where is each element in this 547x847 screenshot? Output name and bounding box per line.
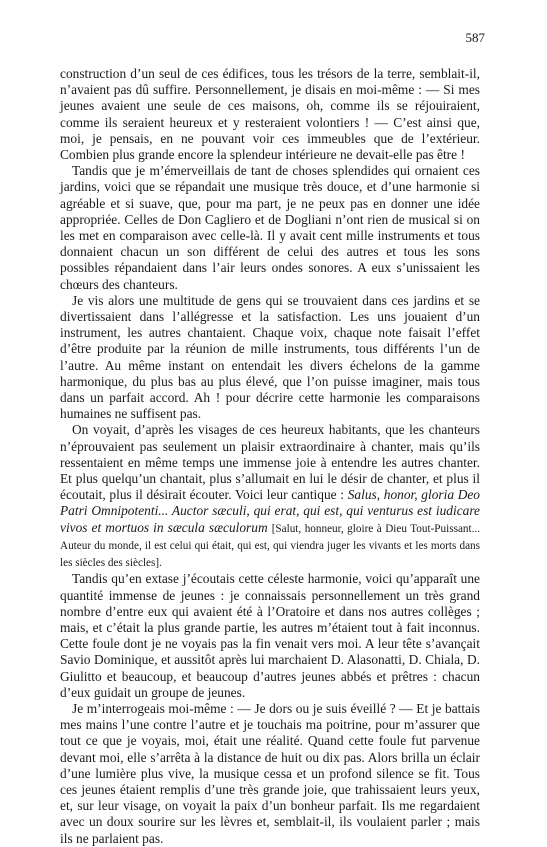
paragraph-4-text: On voyait, d’après les visages de ces heureux habitants, que les chanteurs n’éprouvaient pas seulement un plaisir extraordinaire à chanter, mais qu’ils ressentaient en même temps une immense joie à entendre les autres chanter. Et plus quelqu’un chantait, plus s’allumait en lui le désir de chanter, et plus il écoutait, plus il désirait écouter. Voici leur cantique :: [60, 422, 480, 503]
paragraph-4: [60, 422, 480, 571]
paragraph-3: Je vis alors une multitude de gens qui se trouvaient dans ces jardins et se divertissaient dans l’allégresse et la satisfaction. Les uns jouaient d’un instrument, les autres chantaient. Chaque voix, chaque note faisait l’effet d’être produite par la réunion de mille instruments, tous différents l’un de l’autre. Au même instant on entendait les divers échelons de la gamme harmonique, du plus bas au plus élevé, que l’on puisse imaginer, mais tous dans un parfait accord. Ah ! pour décrire cette harmonie les comparaisons humaines ne suffisent pas.: [60, 292, 480, 422]
paragraph-2: Tandis que je m’émerveillais de tant de choses splendides qui ornaient ces jardins, voici que se répandait une musique très douce, et d’une harmonie si agréable et si suave, que, pour ma part, je ne peux pas en donner une idée appropriée. Celles de Don Cagliero et de Dogliani n’ont rien de musical si on les met en comparaison avec celle-là. Il y avait cent mille instruments et tous donnaient chacun un son différent de celui des autres et tous les sons possibles répandaient dans l’air leurs ondes sonores. A eux s’unissaient les chœurs des chanteurs.: [60, 163, 480, 292]
latin-canticle: Salus, honor, gloria Deo Patri Omnipotenti... Auctor sæculi, qui erat, qui est, qui venturus est iudicare vivos et mortuos in sæcula sæculorum: [60, 487, 481, 535]
paragraph-5: Tandis qu’en extase j’écoutais cette céleste harmonie, voici qu’apparaît une quantité immense de jeunes : je connaissais personnellement un très grand nombre d’entre eux qui avaient été à l’Oratoire et dans nos autres collèges ; mais, et c’était la plus grande partie, les autres m’étaient tout à fait inconnus. Cette foule dont je ne voyais pas la fin venait vers moi. A leur tête s’avançait Savio Dominique, et aussitôt après lui marchaient D. Alasonatti, D. Chiala, D. Giulitto et beaucoup, et beaucoup d’autres jeunes abbés et prêtres : chacun d’eux guidait un groupe de jeunes.: [60, 571, 480, 700]
paragraph-1: construction d’un seul de ces édifices, tous les trésors de la terre, semblait-il, n’avaient pas dû suffire. Personnellement, je disais en moi-même : — Si mes jeunes avaient une seule de ces maisons, oh, comme ils se réjouiraient, comme ils seraient heureux et y resteraient volontiers ! — C’est ainsi que, moi, je pensais, en ne pouvant voir ces immeubles que de l’extérieur. Combien plus grande encore la splendeur intérieure ne devait-elle pas être !: [60, 66, 480, 163]
body-text: [60, 66, 480, 847]
paragraph-6: Je m’interrogeais moi-même : — Je dors ou je suis éveillé ? — Et je battais mes mains l’une contre l’autre et je touchais ma poitrine, pour m’assurer que tout ce que je voyais, moi, était une réalité. Quand cette foule fut parvenue devant moi, elle s’arrêta à la distance de huit ou dix pas. Alors brilla un éclair d’une lumière plus vive, la musique cessa et un profond silence se fit. Tous ces jeunes étaient remplis d’une très grande joie, que trahissaient leurs yeux, et, sur leur visage, on voyait la paix d’un bonheur parfait. Ils me regardaient avec un doux sourire sur les lèvres et, semblait-il, ils voulaient parler ; mais ils ne parlaient pas.: [60, 700, 480, 846]
canticle-translation: [Salut, honneur, gloire à Dieu Tout-Puissant... Auteur du monde, il est celui qui était, qui est, qui viendra juger les vivants et les morts dans les siècles des siècles].: [60, 522, 480, 570]
page-number: 587: [465, 30, 485, 45]
